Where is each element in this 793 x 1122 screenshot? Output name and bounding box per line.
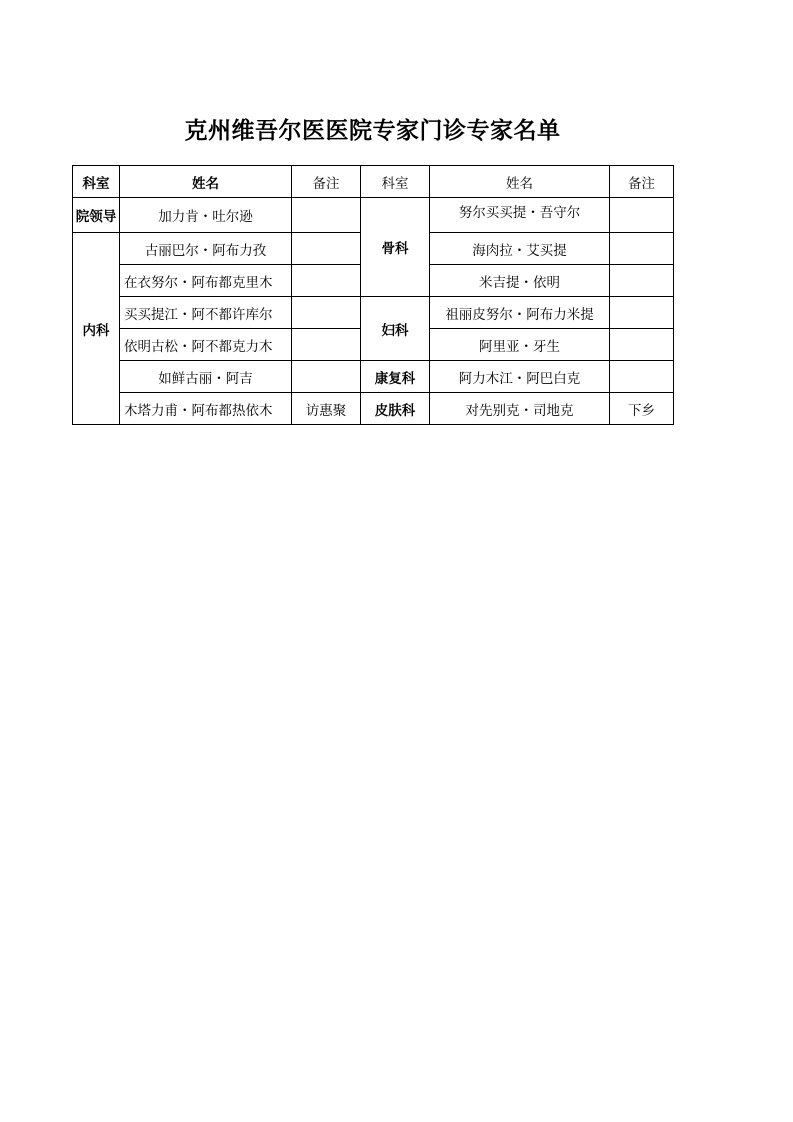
doctor-note	[610, 297, 674, 329]
doctor-name: 古丽巴尔・阿布力孜	[120, 233, 292, 265]
doctor-note	[610, 265, 674, 297]
dept-leadership: 院领导	[73, 198, 120, 233]
table-row	[73, 297, 674, 329]
header-name-right: 姓名	[430, 166, 610, 198]
doctor-note	[292, 198, 361, 233]
doctor-name: 在衣努尔・阿布都克里木	[120, 265, 292, 297]
doctor-note	[610, 361, 674, 393]
header-note-left: 备注	[292, 166, 361, 198]
header-dept-left: 科室	[73, 166, 120, 198]
header-dept-right: 科室	[361, 166, 430, 198]
dept-orthopedics: 骨科	[361, 198, 430, 297]
table-row	[73, 198, 674, 233]
doctor-name: 米吉提・依明	[430, 265, 610, 297]
doctor-note	[292, 361, 361, 393]
doctor-name: 木塔力甫・阿布都热依木	[120, 393, 292, 425]
doctor-note	[292, 233, 361, 265]
doctor-name: 海肉拉・艾买提	[430, 233, 610, 265]
dept-dermatology: 皮肤科	[361, 393, 430, 425]
doctor-name: 买买提江・阿不都许库尔	[120, 297, 292, 329]
doctor-note	[292, 265, 361, 297]
doctor-name: 努尔买买提・吾守尔	[430, 198, 610, 233]
doctor-name: 阿力木江・阿巴白克	[430, 361, 610, 393]
doctor-name: 加力肯・吐尔逊	[120, 198, 292, 233]
dept-rehabilitation: 康复科	[361, 361, 430, 393]
doctor-name: 依明古松・阿不都克力木	[120, 329, 292, 361]
doctor-name: 对先别克・司地克	[430, 393, 610, 425]
doctor-note	[610, 198, 674, 233]
table-row	[73, 361, 674, 393]
page-title: 克州维吾尔医医院专家门诊专家名单	[184, 118, 561, 144]
doctor-name: 阿里亚・牙生	[430, 329, 610, 361]
header-note-right: 备注	[610, 166, 674, 198]
doctor-note: 访惠聚	[292, 393, 361, 425]
doctor-note	[292, 329, 361, 361]
doctor-name: 祖丽皮努尔・阿布力米提	[430, 297, 610, 329]
header-row	[73, 166, 674, 198]
header-name-left: 姓名	[120, 166, 292, 198]
doctor-note	[292, 297, 361, 329]
expert-roster-table	[72, 165, 674, 425]
doctor-name: 如鲜古丽・阿吉	[120, 361, 292, 393]
dept-gynecology: 妇科	[361, 297, 430, 361]
doctor-note: 下乡	[610, 393, 674, 425]
table-row	[73, 393, 674, 425]
doctor-note	[610, 233, 674, 265]
dept-internal-medicine: 内科	[73, 233, 120, 425]
doctor-note	[610, 329, 674, 361]
